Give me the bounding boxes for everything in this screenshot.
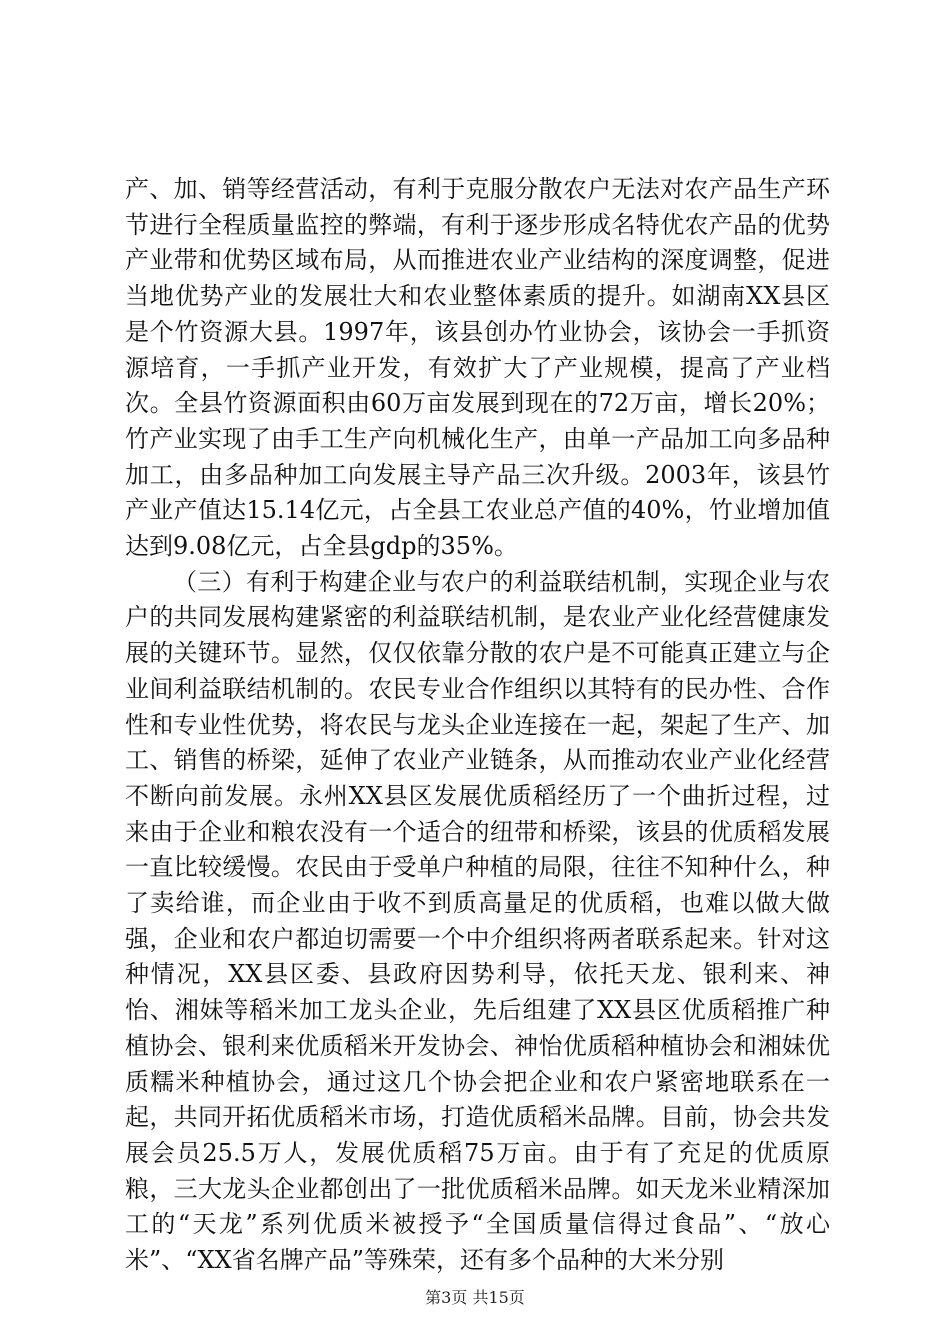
paragraph-bamboo-industry: 产、加、销等经营活动，有利于克服分散农户无法对农产品生产环节进行全程质量监控的弊端，有利于逐步形成名特优农产品的优势产业带和优势区域布局，从而推进农业产业结构的深度调整，促进当地优势产业的发展壮大和农业整体素质的提升。如湖南XX县区是个竹资源大县。1997年，该县创办竹业协会，该协会一手抓资源培育，一手抓产业开发，有效扩大了产业规模，提高了产业档次。全县竹资源面积由60万亩发展到现在的72万亩，增长20%；竹产业实现了由手工生产向机械化生产，由单一产品加工向多品种加工，由多品种加工向发展主导产品三次升级。2003年，该县竹产业产值达15.14亿元，占全县工农业总产值的40%，竹业增加值达到9.08亿元，占全县gdp的35%。 bbox=[125, 175, 830, 561]
document-body bbox=[125, 172, 830, 1279]
paragraph-benefit-linkage: （三）有利于构建企业与农户的利益联结机制，实现企业与农户的共同发展构建紧密的利益联结机制，是农业产业化经营健康发展的关键环节。显然，仅仅依靠分散的农户是不可能真正建立与企业间利益联结机制的。农民专业合作组织以其特有的民办性、合作性和专业性优势，将农民与龙头企业连接在一起，架起了生产、加工、销售的桥梁，延伸了农业产业链条，从而推动农业产业化经营不断向前发展。永州XX县区发展优质稻经历了一个曲折过程，过来由于企业和粮农没有一个适合的纽带和桥梁，该县的优质稻发展一直比较缓慢。农民由于受单户种植的局限，往往不知种什么，种了卖给谁，而企业由于收不到质高量足的优质稻，也难以做大做强，企业和农户都迫切需要一个中介组织将两者联系起来。针对这种情况，XX县区委、县政府因势利导，依托天龙、银利来、神怡、湘妹等稻米加工龙头企业，先后组建了XX县区优质稻推广种植协会、银利来优质稻米开发协会、神怡优质稻种植协会和湘妹优质糯米种植协会，通过这几个协会把企业和农户紧密地联系在一起，共同开拓优质稻米市场，打造优质稻米品牌。目前，协会共发展会员25.5万人，发展优质稻75万亩。由于有了充足的优质原粮，三大龙头企业都创出了一批优质稻米品牌。如天龙米业精深加工的“天龙”系列优质米被授予“全国质量信得过食品”、“放心米”、“XX省名牌产品”等殊荣，还有多个品种的大米分别 bbox=[125, 567, 830, 1275]
page-number-footer: 第3页 共15页 bbox=[425, 1288, 525, 1307]
